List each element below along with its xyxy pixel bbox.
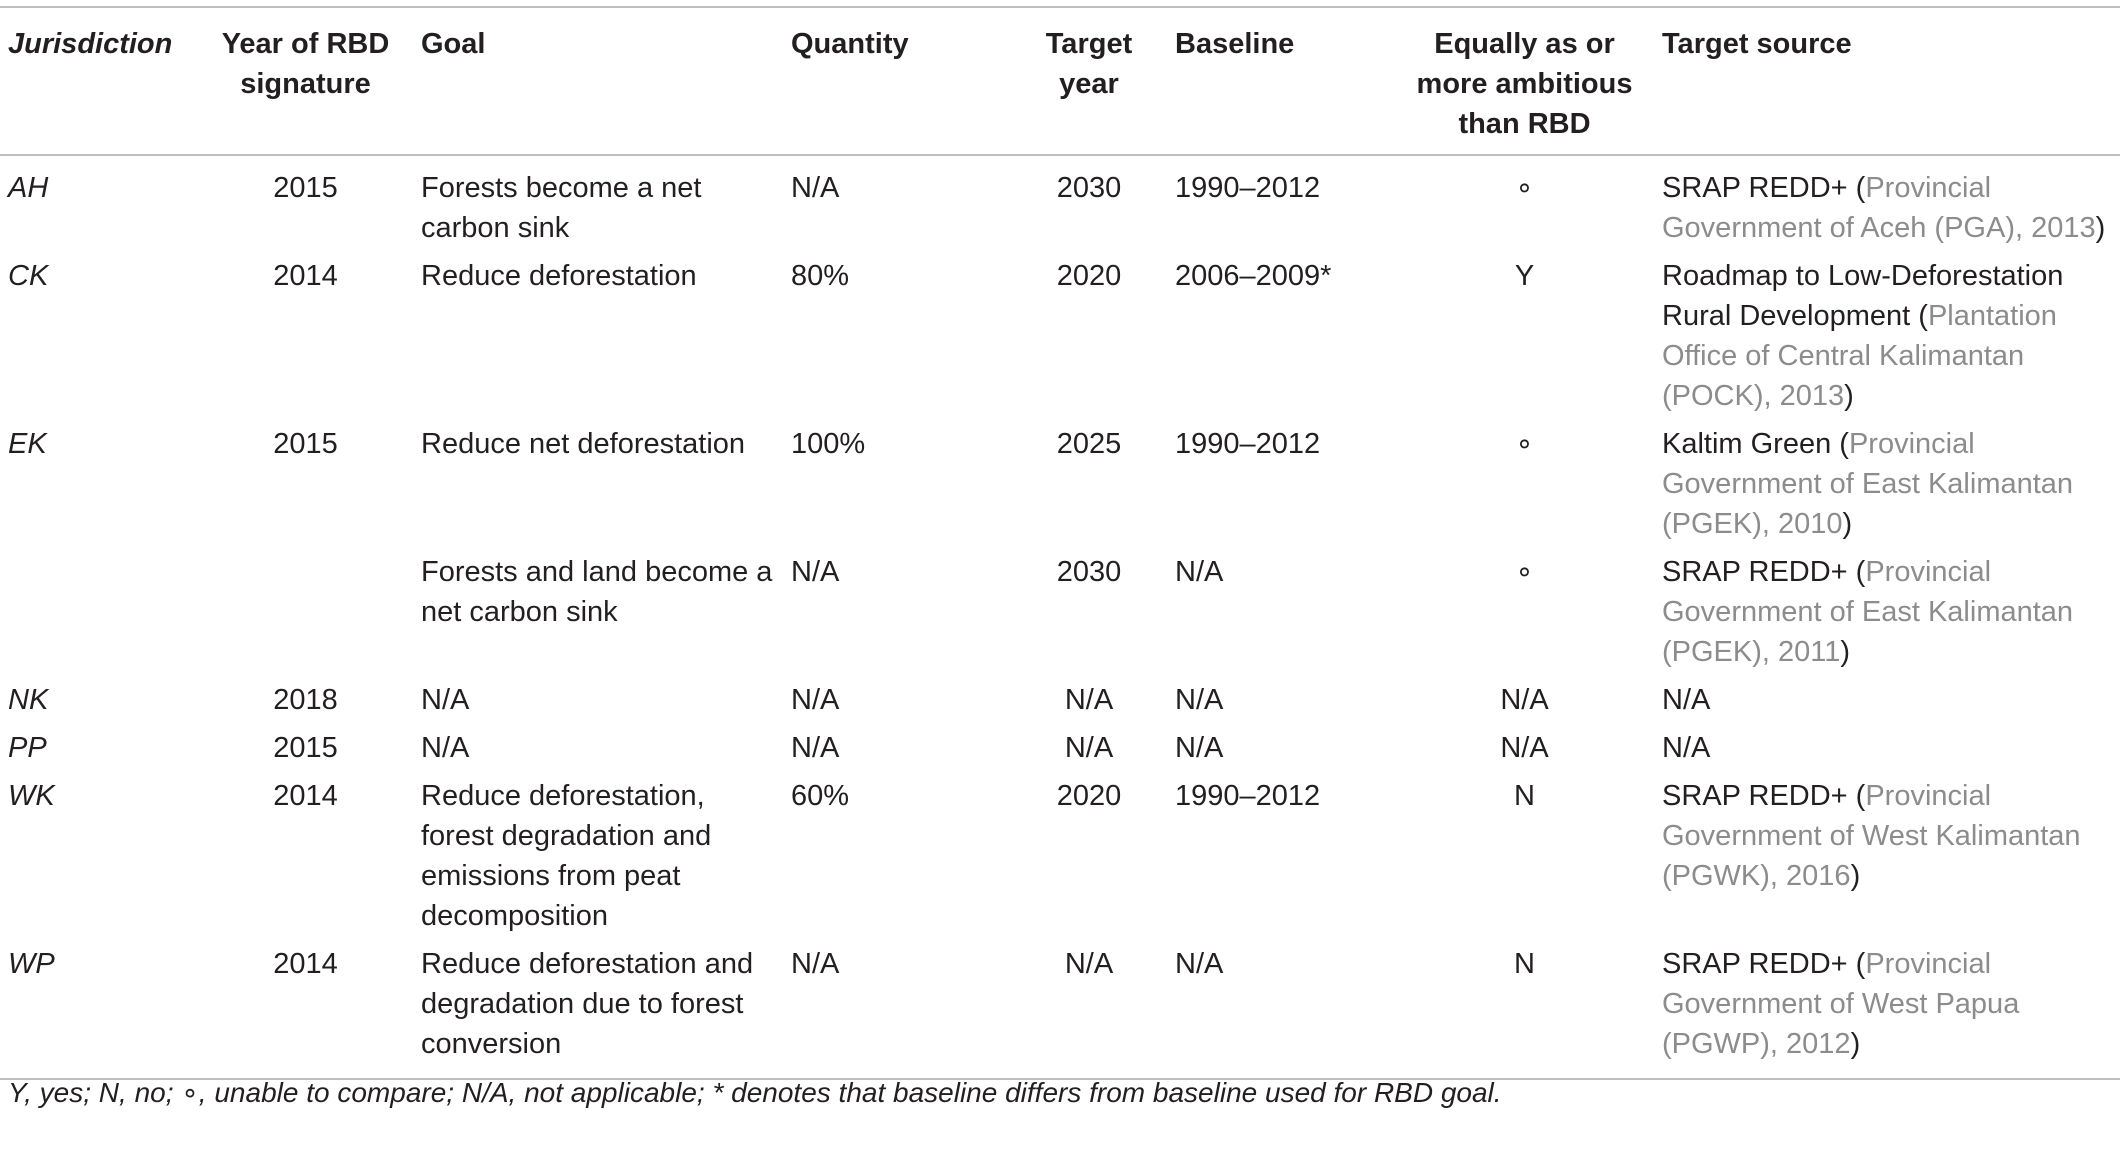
source-close: ) bbox=[1842, 508, 1853, 540]
cell-jurisdiction: AH bbox=[8, 172, 49, 204]
cell-quantity: 60% bbox=[791, 780, 850, 812]
cell-target-source bbox=[1654, 724, 2120, 772]
source-close: ) bbox=[1844, 380, 1854, 412]
source-citation[interactable]: Plantation Office of Central Kalimantan (POCK), 2013 bbox=[1662, 300, 2057, 412]
cell-target-year: 2020 bbox=[1056, 260, 1122, 292]
cell-year: 2015 bbox=[273, 428, 338, 460]
cell-year: 2015 bbox=[273, 732, 338, 764]
header-quantity: Quantity bbox=[791, 28, 909, 60]
table-row bbox=[0, 772, 2120, 940]
header-baseline: Baseline bbox=[1175, 28, 1295, 60]
cell-goal: Reduce net deforestation bbox=[421, 428, 746, 460]
cell-target-source bbox=[1654, 420, 2120, 548]
cell-target-year: 2020 bbox=[1056, 780, 1122, 812]
cell-goal: Forests and land become a net carbon sink bbox=[421, 556, 773, 628]
source-citation[interactable]: Provincial Government of West Papua (PGWP), 2012 bbox=[1662, 948, 2020, 1060]
cell-year: 2018 bbox=[273, 684, 338, 716]
cell-baseline: 1990–2012 bbox=[1175, 428, 1321, 460]
header-year-of-rbd-signature: Year of RBD signature bbox=[221, 28, 390, 100]
table-container bbox=[0, 6, 2120, 1080]
table-row bbox=[0, 420, 2120, 548]
cell-quantity: N/A bbox=[791, 684, 840, 716]
source-close: ) bbox=[1850, 860, 1861, 892]
cell-goal: N/A bbox=[421, 732, 470, 764]
source-title: SRAP REDD+ ( bbox=[1662, 172, 1866, 204]
cell-goal: Reduce deforestation and degradation due to forest conversion bbox=[421, 948, 754, 1060]
cell-quantity: N/A bbox=[791, 732, 840, 764]
header-target-year: Target year bbox=[1045, 28, 1133, 100]
source-title: Roadmap to Low-Deforestation Rural Development ( bbox=[1662, 260, 2064, 332]
cell-jurisdiction: EK bbox=[8, 428, 47, 460]
source-title: SRAP REDD+ ( bbox=[1662, 556, 1866, 588]
table-row bbox=[0, 548, 2120, 676]
source-title: SRAP REDD+ ( bbox=[1662, 780, 1866, 812]
table-row bbox=[0, 724, 2120, 772]
cell-ambitious: N/A bbox=[1500, 684, 1549, 716]
cell-jurisdiction: WK bbox=[8, 780, 55, 812]
source-title: N/A bbox=[1662, 684, 1711, 716]
cell-target-year: 2025 bbox=[1056, 428, 1122, 460]
cell-goal: Reduce deforestation bbox=[421, 260, 697, 292]
cell-target-source bbox=[1654, 940, 2120, 1079]
table-header-row bbox=[0, 7, 2120, 155]
cell-year: 2014 bbox=[273, 780, 338, 812]
source-title: Kaltim Green ( bbox=[1662, 428, 1849, 460]
cell-ambitious: Y bbox=[1514, 260, 1535, 292]
source-title: N/A bbox=[1662, 732, 1711, 764]
cell-target-year: 2030 bbox=[1056, 556, 1122, 588]
jurisdiction-targets-table bbox=[0, 6, 2120, 1080]
cell-target-year: N/A bbox=[1064, 732, 1114, 764]
cell-baseline: N/A bbox=[1175, 684, 1224, 716]
cell-quantity: N/A bbox=[791, 948, 840, 980]
cell-year: 2014 bbox=[273, 948, 338, 980]
source-citation[interactable]: Provincial Government of West Kalimantan (PGWK), 2016 bbox=[1662, 780, 2081, 892]
cell-baseline: N/A bbox=[1175, 948, 1224, 980]
cell-ambitious: N/A bbox=[1500, 732, 1549, 764]
cell-target-source bbox=[1654, 548, 2120, 676]
source-close: ) bbox=[1850, 1028, 1861, 1060]
cell-target-source bbox=[1654, 155, 2120, 252]
cell-target-source bbox=[1654, 252, 2120, 420]
table-row bbox=[0, 155, 2120, 252]
cell-baseline: 1990–2012 bbox=[1175, 780, 1321, 812]
cell-baseline: 2006–2009* bbox=[1175, 260, 1332, 292]
cell-ambitious: ∘ bbox=[1515, 556, 1534, 588]
cell-quantity: N/A bbox=[791, 556, 840, 588]
cell-year: 2015 bbox=[273, 172, 338, 204]
cell-ambitious: ∘ bbox=[1515, 172, 1534, 204]
source-citation[interactable]: Provincial Government of Aceh (PGA), 2013 bbox=[1662, 172, 2096, 244]
source-close: ) bbox=[2095, 212, 2106, 244]
table-footnote: Y, yes; N, no; ∘, unable to compare; N/A, not applicable; * denotes that baseline differs from baseline used for RBD goal. bbox=[8, 1077, 1502, 1108]
cell-jurisdiction bbox=[0, 548, 198, 676]
cell-target-year: N/A bbox=[1064, 684, 1114, 716]
cell-target-source bbox=[1654, 772, 2120, 940]
header-ambitious: Equally as or more ambitious than RBD bbox=[1416, 28, 1633, 140]
cell-quantity: N/A bbox=[791, 172, 840, 204]
cell-target-source bbox=[1654, 676, 2120, 724]
cell-quantity: 100% bbox=[791, 428, 866, 460]
header-jurisdiction: Jurisdiction bbox=[8, 28, 173, 60]
header-goal: Goal bbox=[421, 28, 486, 60]
cell-year: 2014 bbox=[273, 260, 338, 292]
cell-quantity: 80% bbox=[791, 260, 850, 292]
table-body bbox=[0, 155, 2120, 1079]
header-target-source: Target source bbox=[1662, 28, 1852, 60]
table-row bbox=[0, 940, 2120, 1079]
cell-jurisdiction: CK bbox=[8, 260, 49, 292]
cell-year bbox=[198, 548, 413, 676]
cell-baseline: 1990–2012 bbox=[1175, 172, 1321, 204]
cell-ambitious: ∘ bbox=[1515, 428, 1534, 460]
table-row bbox=[0, 252, 2120, 420]
cell-baseline: N/A bbox=[1175, 556, 1224, 588]
cell-goal: Forests become a net carbon sink bbox=[421, 172, 702, 244]
cell-target-year: N/A bbox=[1064, 948, 1114, 980]
cell-goal: N/A bbox=[421, 684, 470, 716]
cell-ambitious: N bbox=[1514, 780, 1535, 812]
source-title: SRAP REDD+ ( bbox=[1662, 948, 1866, 980]
cell-jurisdiction: NK bbox=[8, 684, 49, 716]
cell-jurisdiction: WP bbox=[8, 948, 55, 980]
cell-jurisdiction: PP bbox=[8, 732, 47, 764]
source-close: ) bbox=[1840, 636, 1851, 668]
table-row bbox=[0, 676, 2120, 724]
cell-baseline: N/A bbox=[1175, 732, 1224, 764]
cell-goal: Reduce deforestation, forest degradation and emissions from peat decomposition bbox=[421, 780, 712, 932]
cell-target-year: 2030 bbox=[1056, 172, 1122, 204]
source-citation[interactable]: Provincial Government of East Kalimantan (PGEK), 2010 bbox=[1662, 428, 2074, 540]
source-citation[interactable]: Provincial Government of East Kalimantan (PGEK), 2011 bbox=[1662, 556, 2074, 668]
cell-ambitious: N bbox=[1514, 948, 1535, 980]
